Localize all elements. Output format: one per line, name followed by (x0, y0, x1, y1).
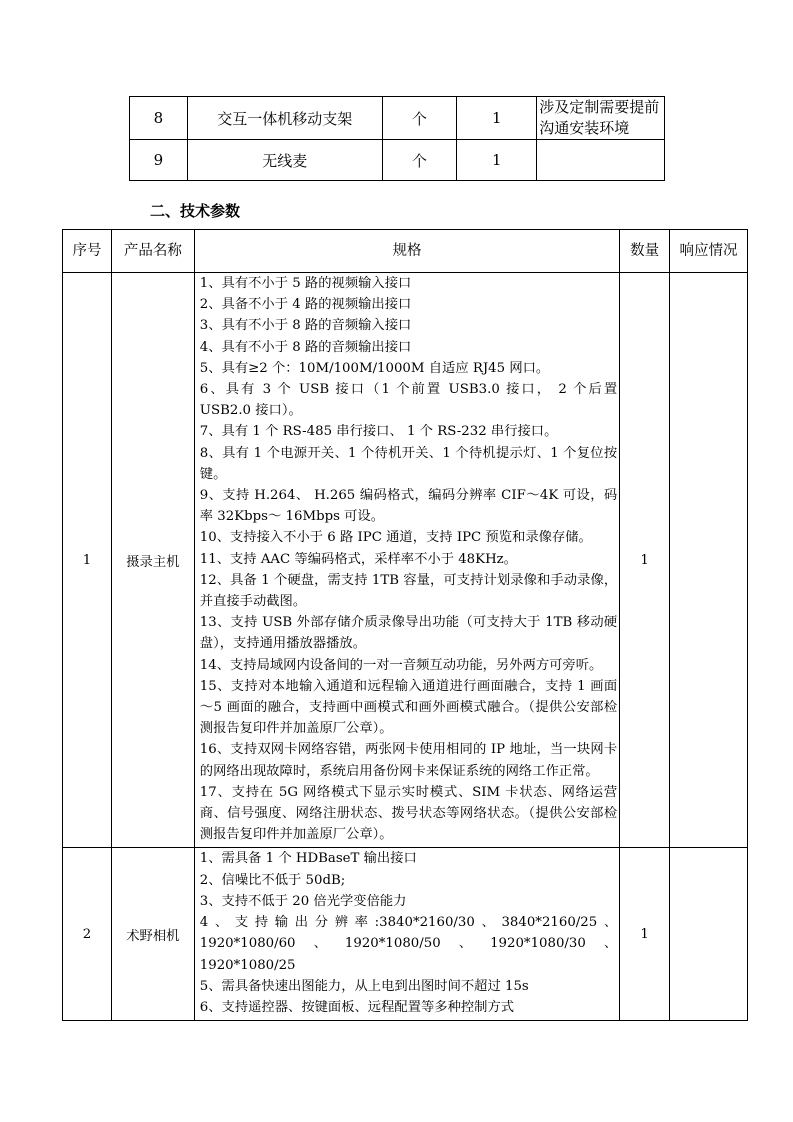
product-quantity: 1 (620, 273, 670, 848)
header-number: 序号 (63, 230, 112, 273)
spec-line: 17、支持在 5G 网络模式下显示实时模式、SIM 卡状态、网络运营商、信号强度、网络注册状态、拨号状态等网络状态。（提供公安部检测报告复印件并加盖原厂公章）。 (199, 784, 618, 843)
item-note: 涉及定制需要提前沟通安装环境 (537, 97, 665, 140)
item-unit: 个 (382, 140, 457, 181)
spec-line: 6、支持遥控器、按键面板、远程配置等多种控制方式 (199, 999, 515, 1015)
spec-line: 2、信噪比不低于 50dB; (199, 872, 346, 888)
spec-line: 3、具有不小于 8 路的音频输入接口 (199, 318, 412, 334)
table-row (63, 273, 748, 848)
technical-parameters-table (62, 229, 748, 1021)
row-number: 1 (63, 273, 112, 848)
product-name: 术野相机 (111, 848, 194, 1021)
table-row (130, 140, 665, 181)
specification-list (194, 848, 619, 1021)
header-product-name: 产品名称 (111, 230, 194, 273)
table-row (130, 97, 665, 140)
item-quantity: 1 (457, 140, 537, 181)
spec-line: 3、支持不低于 20 倍光学变倍能力 (199, 893, 407, 909)
header-quantity: 数量 (620, 230, 670, 273)
spec-line: 2、具备不小于 4 路的视频输出接口 (199, 297, 412, 313)
equipment-list-table (129, 96, 665, 181)
product-name: 摄录主机 (111, 273, 194, 848)
spec-line: 11、支持 AAC 等编码格式，采样率不小于 48KHz。 (199, 551, 517, 567)
table-row (63, 848, 748, 1021)
section-title: 二、技术参数 (150, 202, 241, 220)
item-number: 8 (130, 97, 188, 140)
item-name: 无线麦 (187, 140, 382, 181)
spec-line: 8、具有 1 个电源开关、1 个待机开关、1 个待机提示灯、1 个复位按键。 (199, 445, 618, 482)
response-cell (670, 273, 748, 848)
item-number: 9 (130, 140, 188, 181)
header-specification: 规格 (194, 230, 619, 273)
item-note (537, 140, 665, 181)
spec-line: 1、需具备 1 个 HDBaseT 输出接口 (199, 851, 417, 867)
spec-line: 4、支持输出分辨率:3840*2160/30、3840*2160/25、1920*1080/60、1920*1080/50、1920*1080/30、1920*1080/25 (199, 915, 618, 973)
item-quantity: 1 (457, 97, 537, 140)
spec-line: 4、具有不小于 8 路的音频输出接口 (199, 339, 412, 355)
table-header-row (63, 230, 748, 273)
spec-line: 16、支持双网卡网络容错，两张网卡使用相同的 IP 地址，当一块网卡的网络出现故障时，系统启用备份网卡来保证系统的网络工作正常。 (199, 742, 618, 779)
spec-line: 15、支持对本地输入通道和远程输入通道进行画面融合，支持 1 画面～5 画面的融合，支持画中画模式和画外画模式融合。（提供公安部检测报告复印件并加盖原厂公章）。 (199, 678, 618, 737)
spec-line: 13、支持 USB 外部存储介质录像导出功能（可支持大于 1TB 移动硬盘），支持通用播放器播放。 (199, 615, 618, 652)
item-unit: 个 (382, 97, 457, 140)
item-name: 交互一体机移动支架 (187, 97, 382, 140)
spec-line: 7、具有 1 个 RS-485 串行接口、 1 个 RS-232 串行接口。 (199, 424, 558, 440)
spec-line: 5、具有≥2 个：10M/100M/1000M 自适应 RJ45 网口。 (199, 360, 550, 376)
spec-line: 14、支持局域网内设备间的一对一音频互动功能，另外两方可旁听。 (199, 657, 603, 673)
response-cell (670, 848, 748, 1021)
spec-line: 9、支持 H.264、 H.265 编码格式，编码分辨率 CIF～4K 可设，码率 32Kbps～ 16Mbps 可设。 (199, 488, 618, 525)
spec-line: 6、具有 3 个 USB 接口（1 个前置 USB3.0 接口， 2 个后置 USB2.0 接口）。 (199, 382, 618, 419)
row-number: 2 (63, 848, 112, 1021)
spec-line: 12、具备 1 个硬盘，需支持 1TB 容量，可支持计划录像和手动录像，并直接手动截图。 (199, 572, 618, 610)
header-response: 响应情况 (670, 230, 748, 273)
specification-list (194, 273, 619, 848)
spec-line: 10、支持接入不小于 6 路 IPC 通道，支持 IPC 预览和录像存储。 (199, 530, 592, 546)
product-quantity: 1 (620, 848, 670, 1021)
spec-line: 1、具有不小于 5 路的视频输入接口 (199, 276, 412, 291)
spec-line: 5、需具备快速出图能力，从上电到出图时间不超过 15s (199, 978, 529, 994)
